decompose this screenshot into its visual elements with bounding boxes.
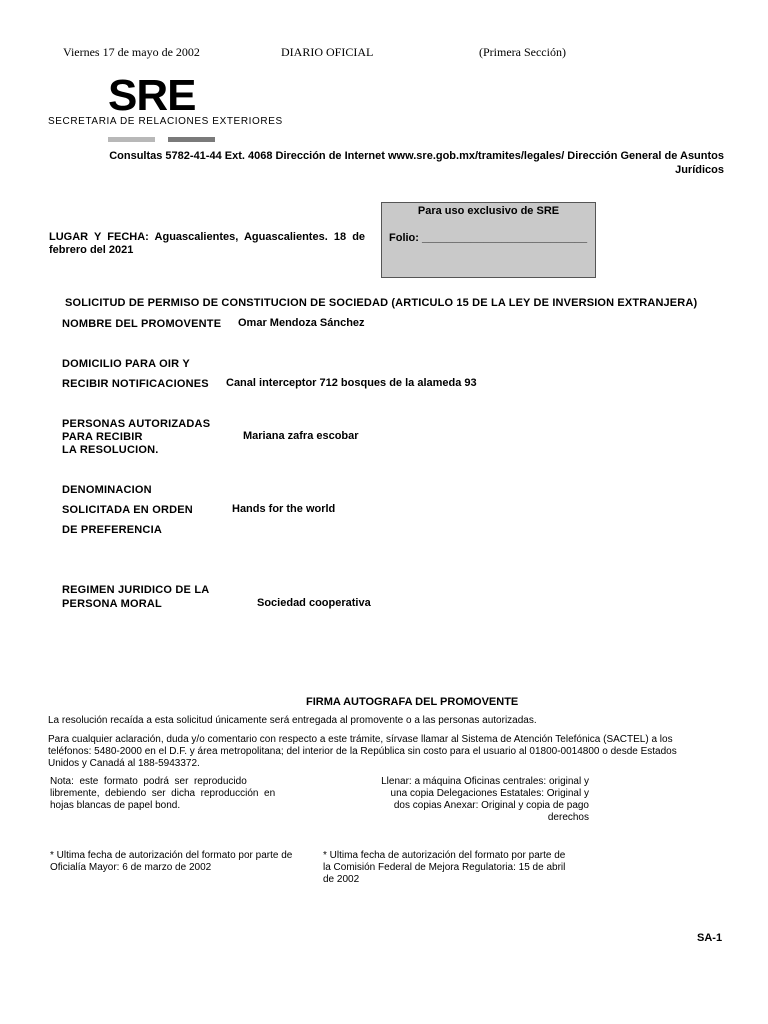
sre-logo: SRE — [108, 71, 196, 120]
logo-bar-dark — [168, 137, 215, 142]
note-left-line-2: libremente, debiendo ser dicha reproducción en — [50, 788, 276, 799]
denominacion-label-3: DE PREFERENCIA — [62, 524, 162, 536]
clarification-line-2: teléfonos: 5480-2000 en el D.F. y área metropolitana; del interior de la República sin costo para el usuario al 01800-0014800 o desde Estados — [48, 746, 677, 757]
note-right-line-2: una copia Delegaciones Estatales: Original y — [390, 788, 589, 799]
logo-subtitle: SECRETARIA DE RELACIONES EXTERIORES — [48, 116, 283, 127]
clarification-line-1: Para cualquier aclaración, duda y/o comentario con respecto a este trámite, sírvase llamar al Sistema de Atención Telefónica (SACTEL) a los — [48, 734, 673, 745]
note-left-line-1: Nota: este formato podrá ser reproducido — [50, 776, 247, 787]
domicilio-value: Canal interceptor 712 bosques de la alameda 93 — [226, 377, 477, 389]
clarification-line-3: Unidos y Canadá al 188-5943372. — [48, 758, 200, 769]
sre-exclusive-box — [381, 202, 596, 278]
personas-label-1: PERSONAS AUTORIZADAS — [62, 418, 211, 430]
regimen-value: Sociedad cooperativa — [257, 597, 371, 609]
header-publication: DIARIO OFICIAL — [281, 45, 374, 59]
note-right-line-1: Llenar: a máquina Oficinas centrales: original y — [381, 776, 589, 787]
folio-field: Folio: ___________________________ — [389, 232, 588, 244]
form-title: SOLICITUD DE PERMISO DE CONSTITUCION DE SOCIEDAD (ARTICULO 15 DE LA LEY DE INVERSION EXTRANJERA) — [65, 297, 698, 309]
footnote-right-line-1: * Ultima fecha de autorización del formato por parte de — [323, 850, 566, 861]
sre-box-title: Para uso exclusivo de SRE — [417, 205, 560, 217]
domicilio-label-1: DOMICILIO PARA OIR Y — [62, 358, 190, 370]
notice-text: La resolución recaída a esta solicitud únicamente será entregada al promovente o a las personas autorizadas. — [48, 715, 537, 726]
personas-label-2: PARA RECIBIR — [62, 431, 143, 443]
footnote-right-line-3: de 2002 — [323, 874, 360, 885]
contact-line-2: Jurídicos — [675, 164, 724, 176]
note-right-line-3: dos copias Anexar: Original y copia de pago — [393, 800, 589, 811]
footnote-right-line-2: la Comisión Federal de Mejora Regulatoria: 15 de abril — [323, 862, 566, 873]
regimen-label-1: REGIMEN JURIDICO DE LA — [62, 584, 210, 596]
footnote-left-line-2: Oficialía Mayor: 6 de marzo de 2002 — [50, 862, 212, 873]
logo-bar-light — [108, 137, 155, 142]
note-left-line-3: hojas blancas de papel bond. — [50, 800, 181, 811]
header-section: (Primera Sección) — [479, 45, 566, 59]
personas-label-3: LA RESOLUCION. — [62, 444, 159, 456]
denominacion-label-2: SOLICITADA EN ORDEN — [62, 504, 193, 516]
header-date: Viernes 17 de mayo de 2002 — [63, 45, 200, 59]
note-right-line-4: derechos — [547, 812, 589, 823]
footnote-left-line-1: * Ultima fecha de autorización del formato por parte de — [50, 850, 293, 861]
signature-label: FIRMA AUTOGRAFA DEL PROMOVENTE — [306, 696, 519, 708]
contact-line-1: Consultas 5782-41-44 Ext. 4068 Dirección de Internet www.sre.gob.mx/tramites/legales/ Dirección General de Asuntos — [109, 150, 724, 162]
personas-value: Mariana zafra escobar — [243, 430, 359, 442]
domicilio-label-2: RECIBIR NOTIFICACIONES — [62, 378, 209, 390]
place-date-line-2: febrero del 2021 — [49, 244, 134, 256]
denominacion-label-1: DENOMINACION — [62, 484, 152, 496]
promovente-label: NOMBRE DEL PROMOVENTE — [62, 318, 222, 330]
promovente-value: Omar Mendoza Sánchez — [238, 317, 365, 329]
denominacion-value: Hands for the world — [232, 503, 336, 515]
place-date-line-1: LUGAR Y FECHA: Aguascalientes, Aguascalientes. 18 de — [49, 231, 366, 243]
regimen-label-2: PERSONA MORAL — [62, 598, 162, 610]
page-code: SA-1 — [697, 932, 723, 944]
